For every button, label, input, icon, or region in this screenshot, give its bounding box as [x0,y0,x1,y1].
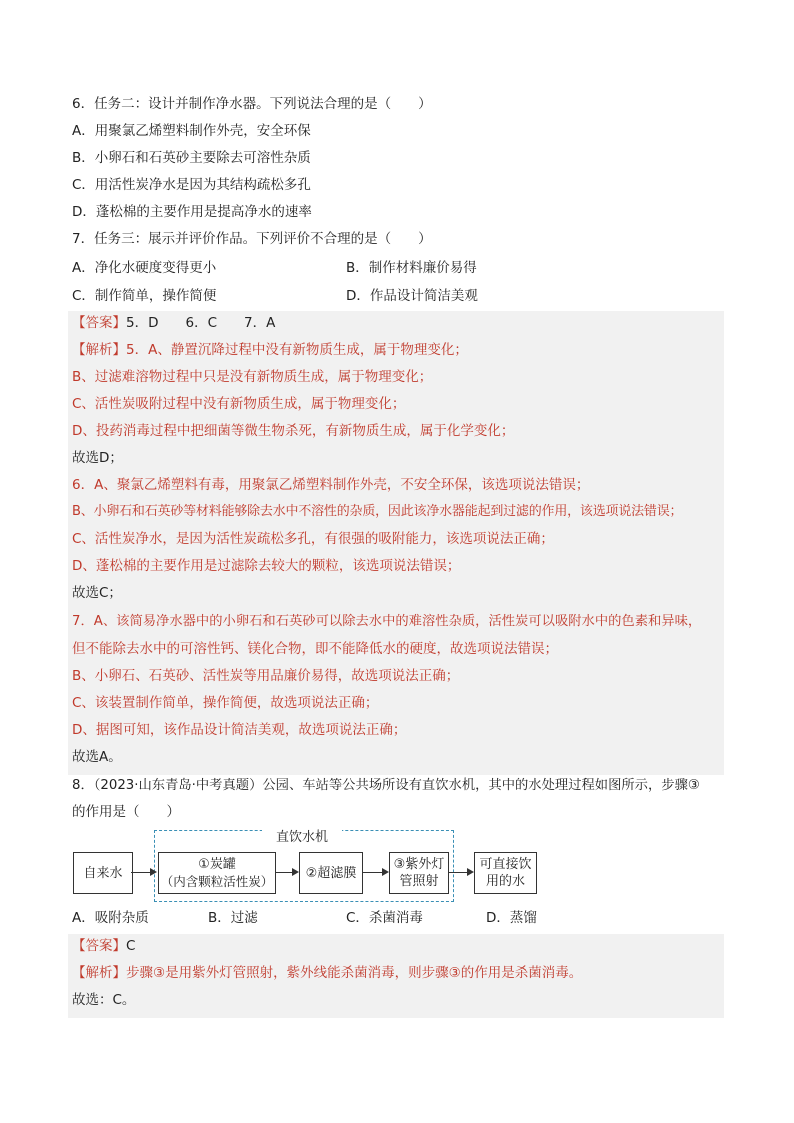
analysis-2-conclusion: 故选：C。 [72,992,136,1008]
arrow-3 [362,872,382,873]
uv-lamp-label: ③紫外灯 [393,857,445,872]
q6-option-d: D．蓬松棉的主要作用是提高净水的速率 [72,204,312,220]
group-label: 直饮水机 [262,829,342,846]
q8-option-b: B．过滤 [208,910,258,926]
arrow-4 [448,872,467,873]
arrow-2 [275,872,292,873]
arrow-1 [131,872,150,873]
carbon-tank-box [158,852,276,894]
analysis-1-line-0 [72,340,468,360]
q7-option-b: B．制作材料廉价易得 [346,260,477,276]
q7-option-a: A．净化水硬度变得更小 [72,260,217,276]
uv-lamp-detail: 管照射 [399,874,439,889]
drinkable-water-label-2: 用的水 [485,874,525,889]
analysis-1-line-13: C、该装置制作简单，操作简便，故选项说法正确； [72,695,379,711]
analysis-1-line-15: 故选A。 [72,749,122,765]
q6-option-c: C．用活性炭净水是因为其结构疏松多孔 [72,177,311,193]
q8-stem-2: 的作用是（ ） [72,804,180,820]
answer-tag: 【答案】 [72,315,126,331]
analysis-1-line-5: 6．A、聚氯乙烯塑料有毒，用聚氯乙烯塑料制作外壳，不安全环保，该选项说法错误； [72,477,590,493]
uv-lamp-box [389,852,449,894]
q7-stem: 7．任务三：展示并评价作品。下列评价不合理的是（ ） [72,231,432,247]
analysis-1-line-1: B、过滤难溶物过程中只是没有新物质生成，属于物理变化； [72,369,433,385]
answer-text: 5．D 6．C 7．A [126,315,276,331]
arrow-3-head [382,868,389,876]
arrow-1-head [150,868,157,876]
analysis-1-line-10: 7．A、该简易净水器中的小卵石和石英砂可以除去水中的难溶性杂质，活性炭可以吸附水中的色素和异味， [72,614,702,629]
answer-2-tag: 【答案】 [72,938,126,954]
answer-2 [72,936,135,956]
answer-2-text: C [126,938,136,954]
q7-option-c: C．制作简单，操作简便 [72,288,217,304]
analysis-2-tag: 【解析】 [72,965,126,981]
analysis-1-line-7: C、活性炭净水，是因为活性炭疏松多孔，有很强的吸附能力，该选项说法正确； [72,531,554,547]
analysis-1-line-11: 但不能除去水中的可溶性钙、镁化合物，即不能降低水的硬度，故选项说法错误； [72,641,558,657]
q7-option-d: D．作品设计简洁美观 [346,288,478,304]
arrow-2-head [292,868,299,876]
analysis-1-line-14: D、据图可知，该作品设计简洁美观，故选项说法正确； [72,722,407,738]
analysis-1-line-2: C、活性炭吸附过程中没有新物质生成，属于物理变化； [72,396,406,412]
analysis-1-line-3: D、投药消毒过程中把细菌等微生物杀死，有新物质生成，属于化学变化； [72,423,515,439]
answer-1 [72,313,275,333]
tap-water-box: 自来水 [73,852,133,894]
q8-stem-1: 8．（2023·山东青岛·中考真题）公园、车站等公共场所设有直饮水机，其中的水处理过程如图所示，步骤③ [72,778,700,793]
analysis-2-text: 步骤③是用紫外灯管照射，紫外线能杀菌消毒，则步骤③的作用是杀菌消毒。 [126,965,583,981]
analysis-1-line-9: 故选C； [72,585,122,601]
q8-option-d: D．蒸馏 [486,910,537,926]
analysis-1-line-6: B、小卵石和石英砂等材料能够除去水中不溶性的杂质，因此该净水器能起到过滤的作用，该选项说法错误； [72,504,683,519]
analysis-tag: 【解析】 [72,342,126,358]
q6-stem: 6．任务二：设计并制作净水器。下列说法合理的是（ ） [72,96,432,112]
analysis-1-line-8: D、蓬松棉的主要作用是过滤除去较大的颗粒，该选项说法错误； [72,558,461,574]
arrow-4-head [467,868,474,876]
carbon-tank-label: ①炭罐 [198,857,236,872]
drinkable-water-label-1: 可直接饮 [479,857,532,872]
q8-option-c: C．杀菌消毒 [346,910,423,926]
carbon-tank-detail: （内含颗粒活性炭） [160,874,274,889]
analysis-1-line-4: 故选D； [72,450,123,466]
analysis-2-line [72,963,582,983]
q6-option-a: A．用聚氯乙烯塑料制作外壳，安全环保 [72,123,311,139]
drinkable-water-box [474,852,537,894]
analysis-text: 5．A、静置沉降过程中没有新物质生成，属于物理变化； [126,342,468,358]
ultrafiltration-box: ②超滤膜 [299,852,363,894]
q6-option-b: B．小卵石和石英砂主要除去可溶性杂质 [72,150,311,166]
q8-option-a: A．吸附杂质 [72,910,149,926]
analysis-1-line-12: B、小卵石、石英砂、活性炭等用品廉价易得，故选项说法正确； [72,668,460,684]
